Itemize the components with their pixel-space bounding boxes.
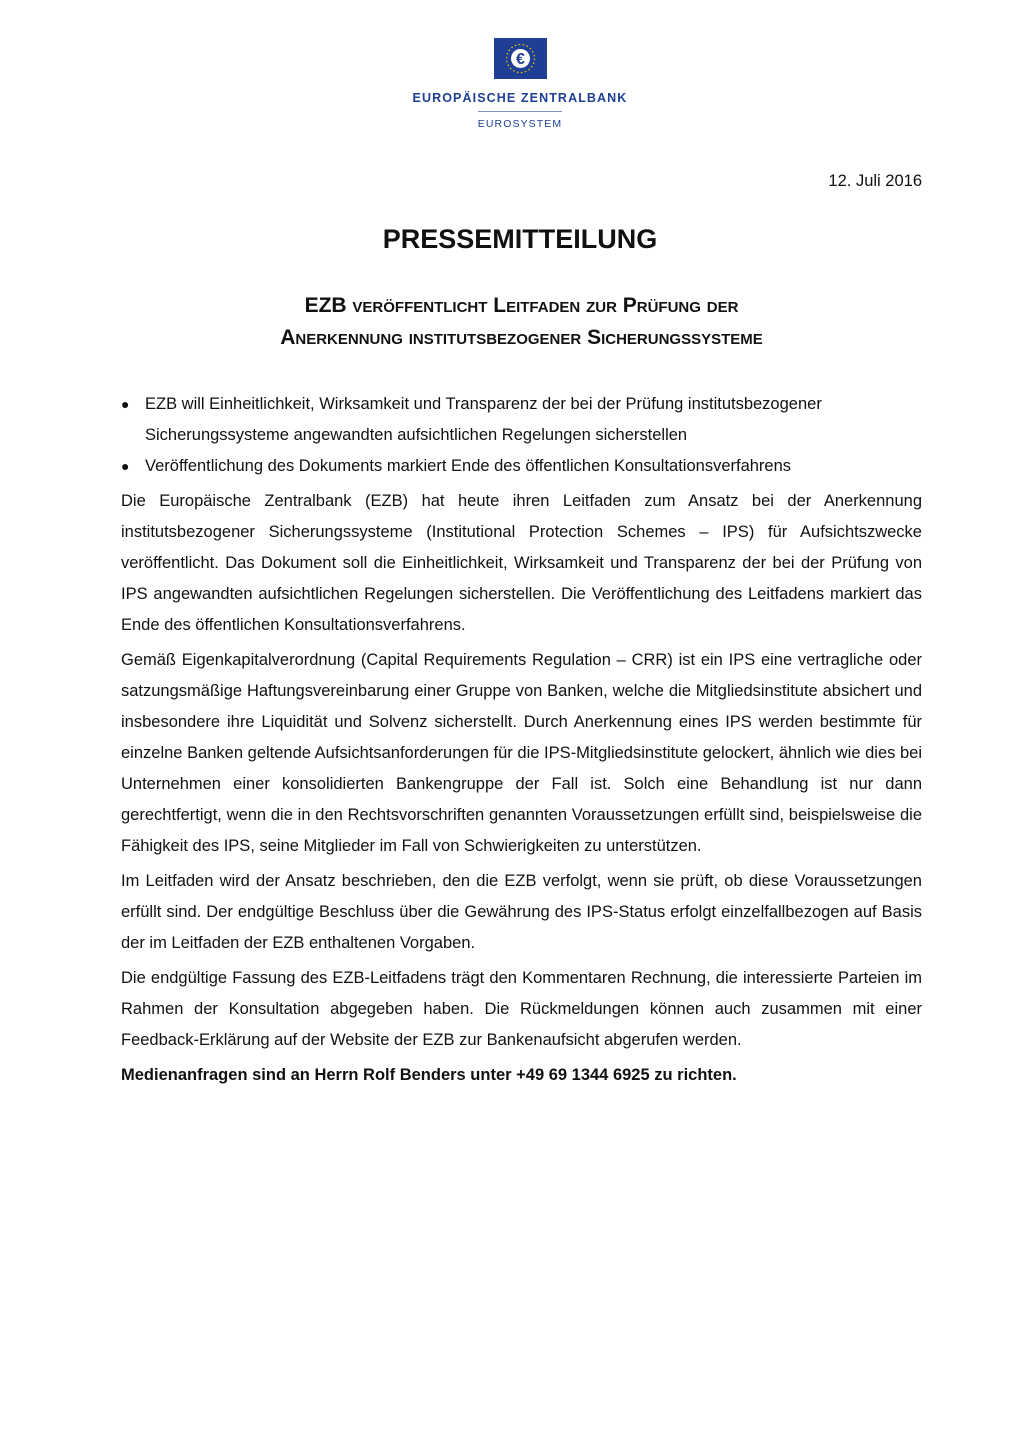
svg-text:€: € (516, 51, 525, 68)
ecb-euro-logo-icon (494, 38, 547, 79)
bullet-dot-icon: ● (121, 396, 130, 412)
press-release-body (121, 389, 922, 1091)
media-contact: Medienanfragen sind an Herrn Rolf Benders unter +49 69 1344 6925 zu richten. (121, 1066, 737, 1084)
body-paragraph: Die endgültige Fassung des EZB-Leitfadens trägt den Kommentaren Rechnung, die interessierte Parteien im Rahmen der Konsultation abgegeben haben. Die Rückmeldungen können auch zusammen mit einer Feedback-Erklärung auf der Website der EZB zur Bankenaufsicht abgerufen werden. (121, 969, 922, 1049)
bullet-dot-icon: ● (121, 458, 130, 474)
bullet-item (121, 451, 922, 482)
organization-subtitle: EUROSYSTEM (477, 118, 563, 130)
headline-line-1: EZB veröffentlicht Leitfaden zur Prüfung der (304, 294, 739, 317)
document-type-title: PRESSEMITTEILUNG (382, 224, 658, 254)
body-paragraph: Gemäß Eigenkapitalverordnung (Capital Requirements Regulation – CRR) ist ein IPS eine vertragliche oder satzungsmäßige Haftungsvereinbarung einer Gruppe von Banken, welche die Mitgliedsinstitute absichert und insbesondere ihre Liquidität und Solvenz sicherstellt. Durch Anerkennung eines IPS werden bestimmte für einzelne Banken geltende Aufsichtsanforderungen für die IPS-Mitgliedsinstitute gelockert, ähnlich wie dies bei Unternehmen einer konsolidierten Bankengruppe der Fall ist. Solch eine Behandlung ist nur dann gerechtfertigt, wenn die in den Rechtsvorschriften genannten Voraussetzungen erfüllt sind, beispielsweise die Fähigkeit des IPS, seine Mitglieder im Fall von Schwierigkeiten zu unterstützen. (121, 651, 922, 855)
release-date: 12. Juli 2016 (828, 172, 922, 190)
organization-name: EUROPÄISCHE ZENTRALBANK (412, 91, 628, 105)
body-paragraph: Im Leitfaden wird der Ansatz beschrieben, den die EZB verfolgt, wenn sie prüft, ob diese Voraussetzungen erfüllt sind. Der endgültige Beschluss über die Gewährung des IPS-Status erfolgt einzelfallbezogen auf Basis der im Leitfaden der EZB enthaltenen Vorgaben. (121, 872, 922, 952)
bullet-text: Veröffentlichung des Dokuments markiert Ende des öffentlichen Konsultationsverfahrens (145, 457, 792, 475)
key-points-list (121, 389, 922, 482)
bullet-text: EZB will Einheitlichkeit, Wirksamkeit und Transparenz der bei der Prüfung institutsbezogener Sicherungssysteme angewandten aufsichtlichen Regelungen sicherstellen (145, 395, 822, 444)
body-paragraph: Die Europäische Zentralbank (EZB) hat heute ihren Leitfaden zum Ansatz bei der Anerkennung institutsbezogener Sicherungssysteme (Institutional Protection Schemes – IPS) für Aufsichtszwecke veröffentlicht. Das Dokument soll die Einheitlichkeit, Wirksamkeit und Transparenz der bei der Prüfung von IPS angewandten aufsichtlichen Regelungen sicherstellen. Die Veröffentlichung des Leitfadens markiert das Ende des öffentlichen Konsultationsverfahrens. (121, 492, 922, 634)
org-divider (478, 111, 562, 112)
bullet-item (121, 389, 922, 451)
headline (100, 290, 943, 354)
headline-line-2: Anerkennung institutsbezogener Sicherungssysteme (280, 326, 763, 349)
ecb-logo (494, 38, 547, 79)
